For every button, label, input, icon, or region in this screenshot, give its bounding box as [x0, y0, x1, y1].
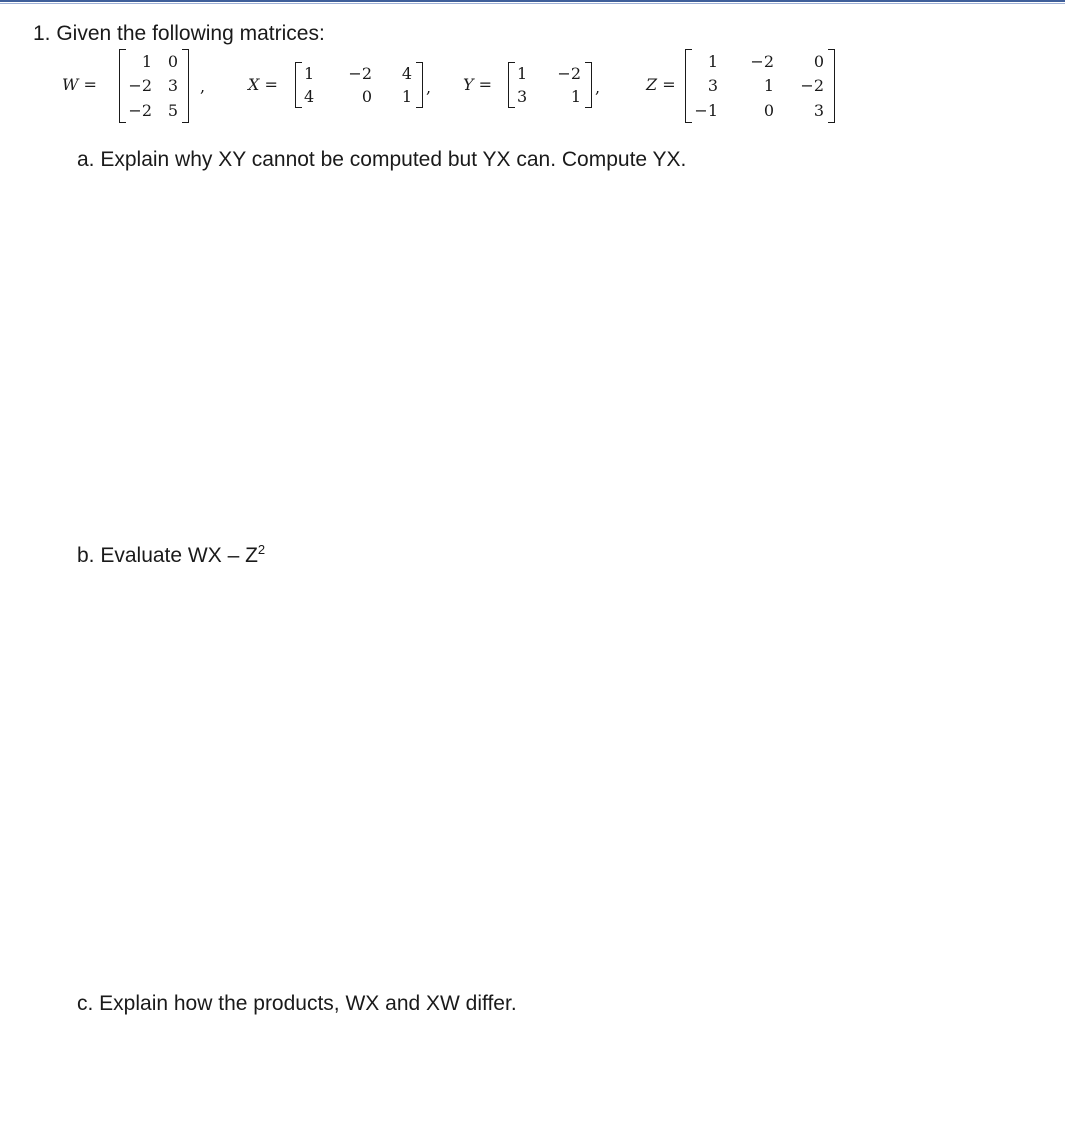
matrix-y-comma: , [595, 78, 601, 97]
matrix-x-cell: 4 [304, 87, 315, 106]
matrix-z-cell: 3 [707, 76, 718, 96]
matrix-w-cell: 3 [167, 76, 178, 96]
matrix-y-cell: −2 [557, 64, 581, 83]
top-rule-secondary [0, 3, 1065, 4]
matrix-x-cell: 4 [401, 64, 412, 83]
matrix-w-cell: 5 [167, 100, 178, 120]
matrix-x-cell: 1 [304, 64, 315, 83]
part-a-prompt: a. Explain why XY cannot be computed but YX can. Compute YX. [77, 148, 687, 171]
matrix-z [692, 49, 828, 123]
matrix-z-cell: 1 [707, 51, 718, 71]
matrix-w-right-bracket [182, 49, 189, 123]
part-c-prompt: c. Explain how the products, WX and XW differ. [77, 992, 517, 1015]
matrix-y-cell: 3 [517, 87, 528, 106]
part-b-prompt [77, 544, 265, 568]
matrix-y-label: Y = [463, 75, 493, 94]
matrix-w-left-bracket [119, 49, 126, 123]
matrix-w-cell: 1 [141, 51, 152, 71]
matrix-w-cell: −2 [128, 100, 152, 120]
matrix-z-cell: 3 [813, 100, 824, 120]
matrix-x-right-bracket [416, 62, 423, 108]
matrix-w-equation [62, 49, 222, 124]
matrix-x-cell: 1 [401, 87, 412, 106]
matrix-y-equation [463, 60, 613, 112]
matrix-z-right-bracket [828, 49, 835, 123]
matrix-z-label: Z = [646, 75, 676, 94]
matrix-x-comma: , [426, 78, 432, 97]
matrix-z-cell: 1 [763, 76, 774, 96]
matrix-z-cell: −1 [694, 100, 718, 120]
matrix-w-cell: −2 [128, 76, 152, 96]
matrix-x-cell: 0 [361, 87, 372, 106]
matrix-z-cell: −2 [750, 51, 774, 71]
matrix-y-right-bracket [585, 62, 592, 108]
matrix-w-comma: , [200, 77, 206, 96]
matrix-y-cell: 1 [517, 64, 528, 83]
matrix-z-left-bracket [685, 49, 692, 123]
matrix-y-cell: 1 [570, 87, 581, 106]
matrix-z-equation [646, 49, 866, 124]
question-title: 1. Given the following matrices: [33, 22, 325, 45]
part-b-exponent: 2 [257, 542, 266, 557]
matrix-x-cell: −2 [348, 64, 372, 83]
matrix-z-cell: −2 [800, 76, 824, 96]
matrix-x-left-bracket [295, 62, 302, 108]
top-rule [0, 0, 1065, 2]
matrix-w-cell: 0 [167, 51, 178, 71]
matrix-w [126, 49, 182, 123]
matrix-x-equation [248, 60, 438, 112]
part-b-text: b. Evaluate WX – Z [77, 544, 258, 567]
matrix-z-cell: 0 [813, 51, 824, 71]
matrix-z-cell: 0 [763, 100, 774, 120]
matrix-x-label: X = [248, 75, 278, 94]
matrix-y-left-bracket [508, 62, 515, 108]
matrix-x [302, 62, 416, 108]
matrix-w-label: W = [62, 75, 97, 94]
matrix-y [515, 62, 585, 108]
